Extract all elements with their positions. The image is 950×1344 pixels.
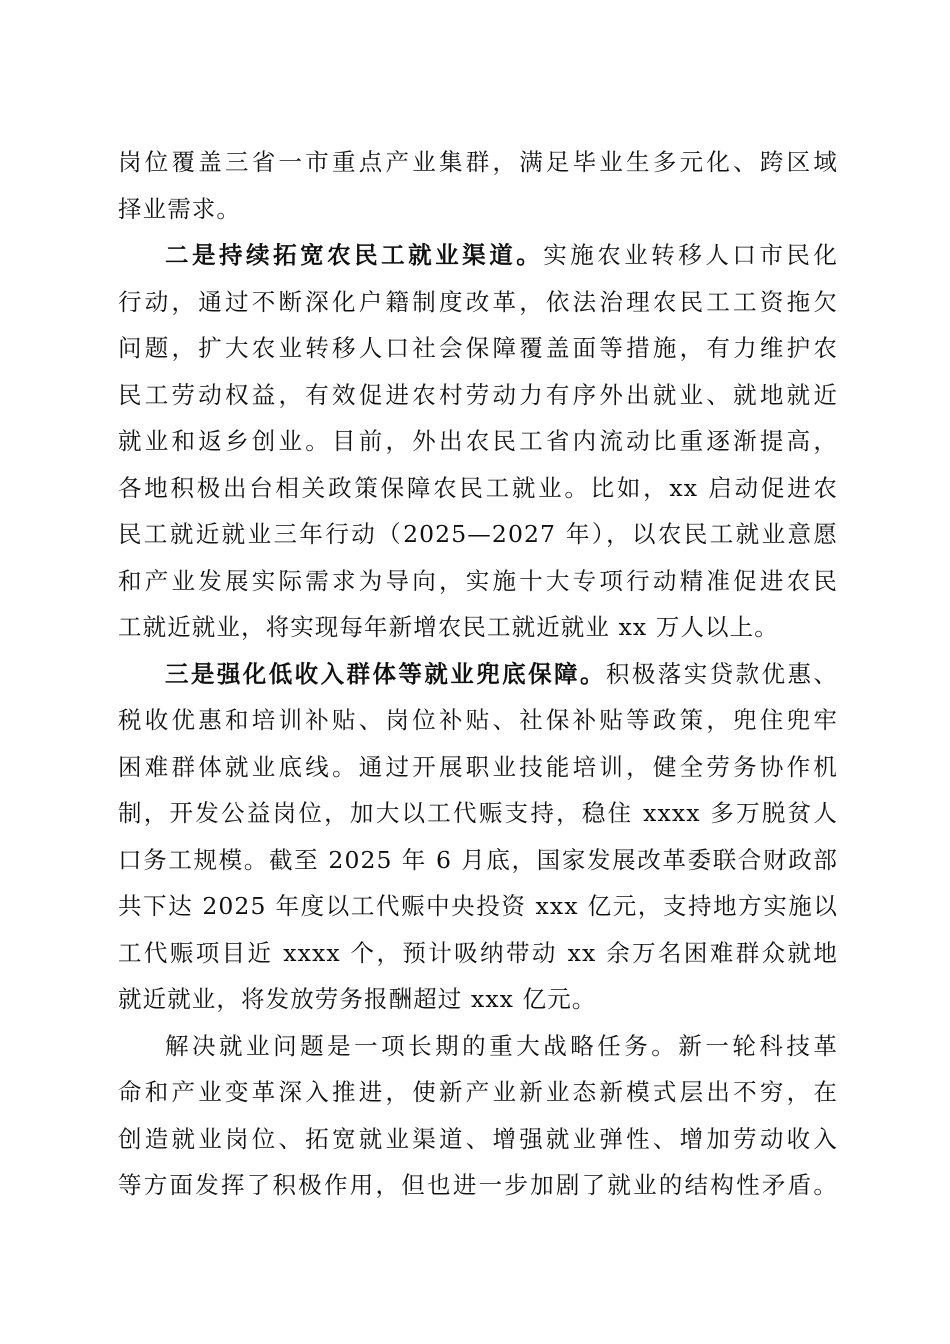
paragraph-line: 税收优惠和培训补贴、岗位补贴、社保补贴等政策，兜住兜牢 (118, 706, 838, 734)
paragraph-line: 共下达 2025 年度以工代赈中央投资 xxx 亿元，支持地方实施以 (118, 892, 838, 920)
paragraph-line: 就业和返乡创业。目前，外出农民工省内流动比重逐渐提高， (118, 427, 838, 455)
paragraph-line: 各地积极出台相关政策保障农民工就业。比如，xx 启动促进农 (118, 474, 838, 502)
paragraph-line: 命和产业变革深入推进，使新产业新业态新模式层出不穷，在 (118, 1078, 838, 1106)
paragraph-line: 问题，扩大农业转移人口社会保障覆盖面等措施，有力维护农 (118, 334, 838, 362)
paragraph-line: 工代赈项目近 xxxx 个，预计吸纳带动 xx 余万名困难群众就地 (118, 939, 838, 967)
paragraph-line: 民工就近就业三年行动（2025—2027 年），以农民工就业意愿 (118, 520, 838, 548)
paragraph-line: 等方面发挥了积极作用，但也进一步加剧了就业的结构性矛盾。 (118, 1171, 838, 1199)
paragraph-line: 口务工规模。截至 2025 年 6 月底，国家发展改革委联合财政部 (118, 846, 838, 874)
paragraph-line: 就近就业，将发放劳务报酬超过 xxx 亿元。 (118, 985, 597, 1013)
paragraph-line: 行动，通过不断深化户籍制度改革，依法治理农民工工资拖欠 (118, 288, 838, 316)
paragraph-heading: 三是强化低收入群体等就业兜底保障。 (165, 660, 606, 688)
paragraph-first-line (165, 654, 838, 694)
paragraph-text: 实施农业转移人口市民化 (543, 241, 838, 269)
paragraph-heading: 二是持续拓宽农民工就业渠道。 (165, 241, 544, 269)
paragraph-line: 民工劳动权益，有效促进农村劳动力有序外出就业、就地就近 (118, 381, 838, 409)
paragraph-first-line: 解决就业问题是一项长期的重大战略任务。新一轮科技革 (165, 1032, 838, 1060)
paragraph-line: 岗位覆盖三省一市重点产业集群，满足毕业生多元化、跨区域 (118, 148, 838, 176)
paragraph-line: 创造就业岗位、拓宽就业渠道、增强就业弹性、增加劳动收入 (118, 1125, 838, 1153)
paragraph-line: 工就近就业，将实现每年新增农民工就近就业 xx 万人以上。 (118, 613, 779, 641)
paragraph-line: 制，开发公益岗位，加大以工代赈支持，稳住 xxxx 多万脱贫人 (118, 799, 838, 827)
paragraph-line: 困难群体就业底线。通过开展职业技能培训，健全劳务协作机 (118, 753, 838, 781)
paragraph-line: 和产业发展实际需求为导向，实施十大专项行动精准促进农民 (118, 567, 838, 595)
paragraph-first-line (165, 235, 838, 275)
paragraph-text: 积极落实贷款优惠、 (605, 660, 838, 688)
paragraph-line: 择业需求。 (118, 195, 241, 223)
